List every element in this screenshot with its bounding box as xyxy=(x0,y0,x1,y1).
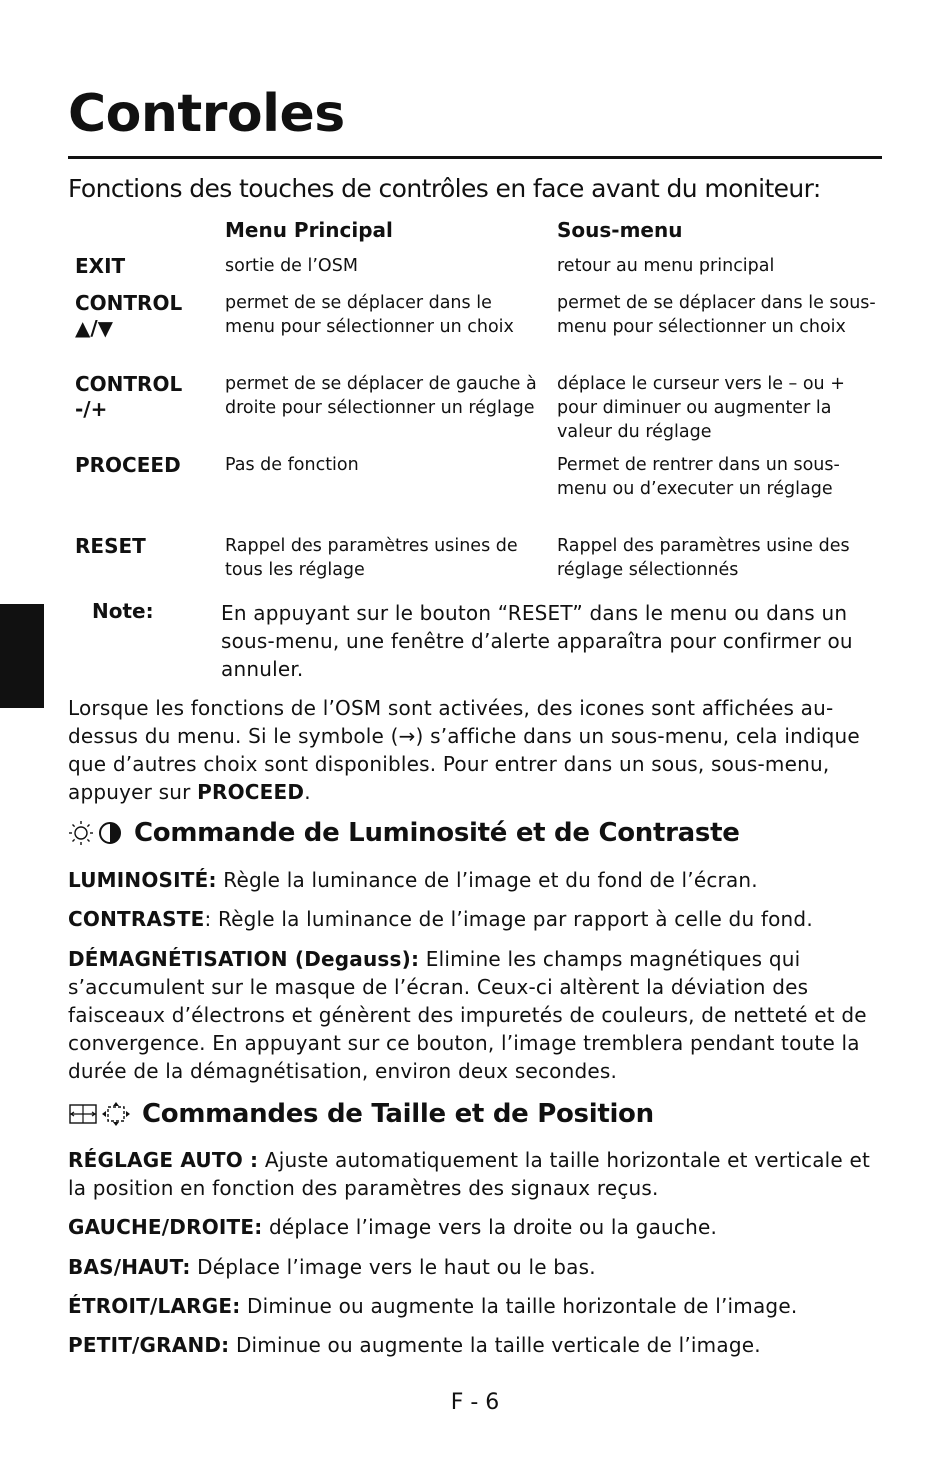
table-row xyxy=(75,291,895,372)
section-heading-text: Commande de Luminosité et de Contraste xyxy=(134,818,740,848)
main-menu-function: permet de se déplacer de gauche à droite pour sélectionner un réglage xyxy=(225,374,537,418)
definition-reglage-auto: RÉGLAGE AUTO : Ajuste automatiquement la taille horizontale et verticale et la position en fonction des paramètres des signaux reçus. xyxy=(68,1148,871,1200)
submenu-function: déplace le curseur vers le – ou + pour diminuer ou augmenter la valeur du réglage xyxy=(557,374,845,442)
control-key: CONTROL ▲/▼ xyxy=(75,291,183,340)
size-icon xyxy=(68,1102,98,1126)
control-key: CONTROL -/+ xyxy=(75,372,183,421)
page-number: F - 6 xyxy=(450,1390,500,1415)
table-row xyxy=(75,453,895,534)
column-header-submenu: Sous-menu xyxy=(557,218,683,242)
table-row xyxy=(75,254,895,291)
submenu-function: permet de se déplacer dans le sous-menu pour sélectionner un choix xyxy=(557,293,876,337)
main-menu-function: sortie de l’OSM xyxy=(225,256,358,276)
main-menu-function: Pas de fonction xyxy=(225,455,359,475)
column-header-main-menu: Menu Principal xyxy=(225,218,393,242)
table-row xyxy=(75,534,895,584)
note-label: Note: xyxy=(92,599,154,623)
section-heading-text: Commandes de Taille et de Position xyxy=(142,1099,654,1129)
definition-bas-haut: BAS/HAUT: Déplace l’image vers le haut ou le bas. xyxy=(68,1255,596,1279)
definition-etroit-large: ÉTROIT/LARGE: Diminue ou augmente la taille horizontale de l’image. xyxy=(68,1294,798,1318)
controls-table xyxy=(75,218,895,584)
submenu-function: Rappel des paramètres usine des réglage sélectionnés xyxy=(557,536,850,580)
section-icons xyxy=(68,820,122,846)
section-heading-size-position xyxy=(68,1099,888,1129)
table-row xyxy=(75,372,895,453)
page-subtitle: Fonctions des touches de contrôles en face avant du moniteur: xyxy=(68,174,821,203)
note-text: En appuyant sur le bouton “RESET” dans le menu ou dans un sous-menu, une fenêtre d’alerte apparaîtra pour confirmer ou annuler. xyxy=(221,601,853,681)
submenu-function: Permet de rentrer dans un sous-menu ou d’executer un réglage xyxy=(557,455,840,499)
position-icon xyxy=(102,1102,130,1126)
section-heading-brightness-contrast xyxy=(68,818,888,848)
table-header-row xyxy=(75,218,895,254)
title-rule xyxy=(68,156,882,159)
section-icons xyxy=(68,1102,130,1126)
main-menu-function: Rappel des paramètres usines de tous les réglage xyxy=(225,536,518,580)
control-key: RESET xyxy=(75,534,146,558)
control-key: PROCEED xyxy=(75,453,181,477)
definition-luminosite: LUMINOSITÉ: Règle la luminance de l’image et du fond de l’écran. xyxy=(68,868,758,892)
definition-gauche-droite: GAUCHE/DROITE: déplace l’image vers la droite ou la gauche. xyxy=(68,1215,718,1239)
page-title: Controles xyxy=(68,84,345,144)
definition-petit-grand: PETIT/GRAND: Diminue ou augmente la taille verticale de l’image. xyxy=(68,1333,761,1357)
brightness-icon xyxy=(68,820,94,846)
contrast-icon xyxy=(98,821,122,845)
control-key: EXIT xyxy=(75,254,126,278)
definition-demagnetisation: DÉMAGNÉTISATION (Degauss): Elimine les champs magnétiques qui s’accumulent sur le masque de l’écran. Ceux-ci altèrent la déviation des faisceaux d’électrons et génèrent des impuretés de couleurs, de netteté et de convergence. En appuyant sur ce bouton, l’image tremblera pendant toute la durée de la démagnétisation, environ deux secondes. xyxy=(68,947,867,1083)
section-tab-marker xyxy=(0,604,44,708)
main-menu-function: permet de se déplacer dans le menu pour sélectionner un choix xyxy=(225,293,514,337)
definition-contraste: CONTRASTE: Règle la luminance de l’image par rapport à celle du fond. xyxy=(68,907,813,931)
osm-paragraph: Lorsque les fonctions de l’OSM sont activées, des icones sont affichées au-dessus du menu. Si le symbole (→) s’affiche dans un sous-menu, cela indique que d’autres choix sont disponibles. Pour entrer dans un sous, sous-menu, appuyer sur PROCEED. xyxy=(68,696,860,804)
submenu-function: retour au menu principal xyxy=(557,256,775,276)
